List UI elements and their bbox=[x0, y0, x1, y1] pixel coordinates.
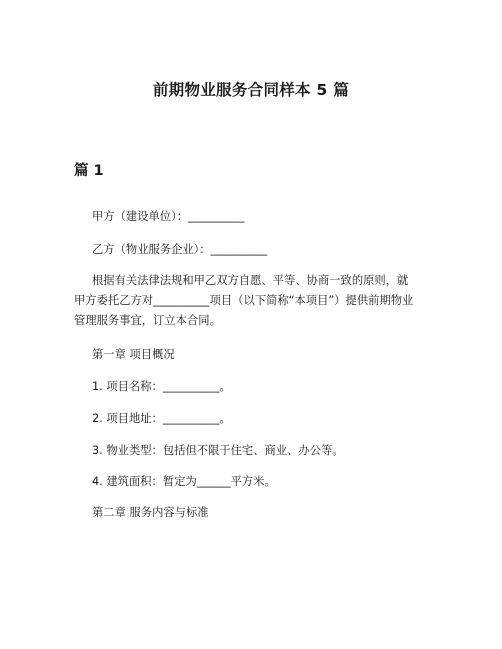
party-b-line: 乙方（物业服务企业）：__________ bbox=[92, 243, 268, 256]
document-title: 前期物业服务合同样本 5 篇 bbox=[152, 81, 350, 99]
intro-line-1: 根据有关法律法规和甲乙双方自愿、平等、协商一致的原则，就 bbox=[92, 274, 409, 287]
intro-line-2: 甲方委托乙方对__________项目（以下简称“本项目”）提供前期物业 bbox=[74, 294, 414, 307]
chapter-2-heading: 第二章 服务内容与标准 bbox=[92, 506, 209, 519]
chapter-1-heading: 第一章 项目概况 bbox=[92, 348, 175, 361]
section-heading: 篇 1 bbox=[74, 163, 104, 179]
intro-paragraph bbox=[74, 271, 426, 331]
item-project-name: 1. 项目名称：__________。 bbox=[92, 380, 231, 393]
party-a-line: 甲方（建设单位）：__________ bbox=[92, 210, 245, 223]
item-building-area: 4. 建筑面积：暂定为______平方米。 bbox=[92, 475, 276, 488]
item-property-type: 3. 物业类型：包括但不限于住宅、商业、办公等。 bbox=[92, 444, 344, 457]
intro-line-3: 管理服务事宜，订立本合同。 bbox=[74, 314, 221, 327]
item-project-address: 2. 项目地址：__________。 bbox=[92, 412, 231, 425]
